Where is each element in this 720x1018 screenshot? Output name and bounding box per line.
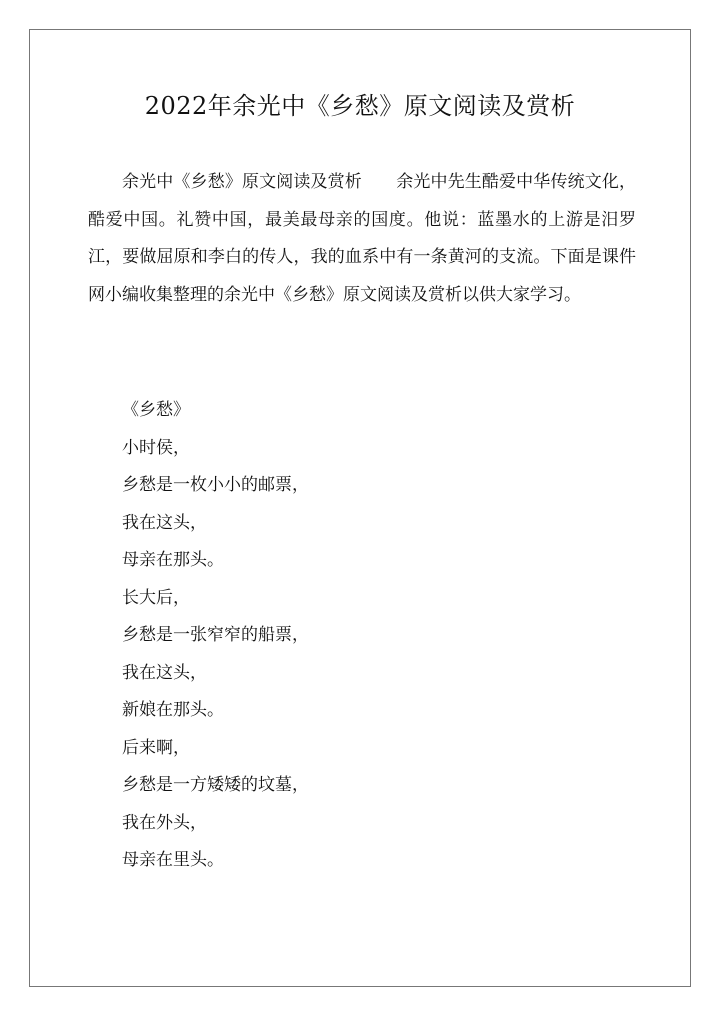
poem-line: 后来啊， bbox=[122, 737, 190, 758]
poem-line: 我在这头， bbox=[122, 662, 207, 683]
poem-line: 乡愁是一枚小小的邮票， bbox=[122, 475, 309, 495]
document-title: 2022年余光中《乡愁》原文阅读及赏析 bbox=[144, 92, 576, 120]
poem-line: 我在这头， bbox=[122, 512, 207, 533]
poem-line: 我在外头， bbox=[122, 812, 207, 833]
poem-line: 母亲在里头。 bbox=[122, 850, 224, 870]
poem-line: 长大后， bbox=[122, 587, 190, 608]
poem-line: 乡愁是一张窄窄的船票， bbox=[122, 625, 309, 645]
poem-line: 乡愁是一方矮矮的坟墓， bbox=[122, 775, 309, 795]
poem-line: 小时侯， bbox=[122, 437, 190, 458]
poem-line: 母亲在那头。 bbox=[122, 550, 224, 570]
poem-title: 《乡愁》 bbox=[122, 400, 190, 420]
poem bbox=[122, 392, 309, 880]
poem-line: 新娘在那头。 bbox=[122, 700, 224, 720]
intro-paragraph: 余光中《乡愁》原文阅读及赏析 余光中先生酷爱中华传统文化，酷爱中国。礼赞中国，最美最母亲的国度。他说：蓝墨水的上游是汨罗江，要做屈原和李白的传人，我的血系中有一条黄河的支流。下面是课件网小编收集整理的余光中《乡愁》原文阅读及赏析以供大家学习。 bbox=[88, 172, 636, 305]
